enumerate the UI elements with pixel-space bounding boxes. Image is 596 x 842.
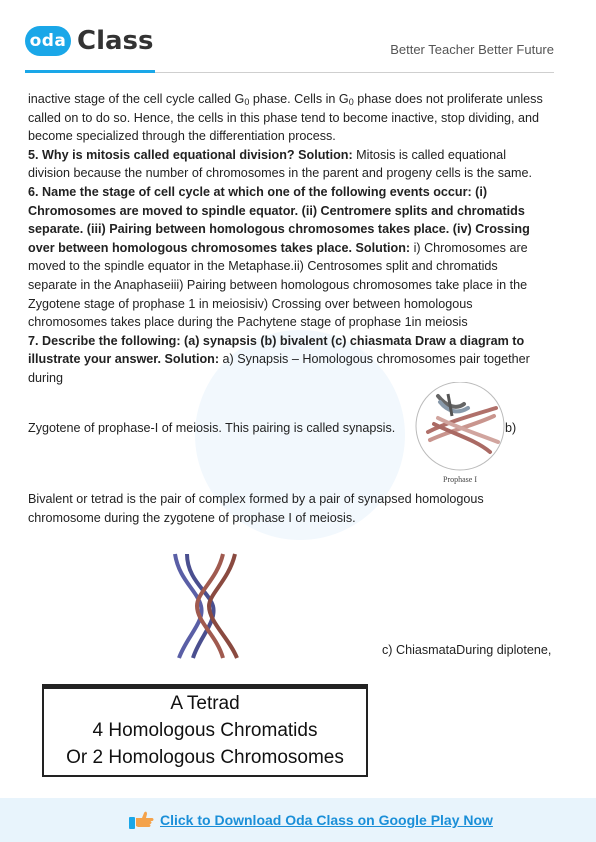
question-5 [28, 146, 548, 183]
question-5-heading: 5. Why is mitosis called equational division? Solution: [28, 147, 353, 162]
question-5-answer: Mitosis is called equational division because the number of chromosomes in the parent and progeny cells is the same. [28, 147, 533, 181]
bivalent-paragraph: Bivalent or tetrad is the pair of complex formed by a pair of synapsed homologous chromosome during the zygotene of prophase I of meiosis. [28, 492, 484, 525]
header-accent-bar [25, 70, 155, 73]
tagline: Better Teacher Better Future [390, 42, 554, 57]
chiasmata-text: c) ChiasmataDuring diplotene, [382, 643, 552, 657]
question-6-answer: i) Chromosomes are moved to the spindle equator in the Metaphase.ii) Centrosomes split and chromatids separate in the Anaphaseiii) Pairing between homologous chromosomes take place in the Zygotene stage of prophase 1 in meiosisiv) Crossing over between homologous chromosomes takes place during the Pachytene stage of prophase 1in meiosis [28, 240, 528, 330]
prophase-caption: Prophase I [443, 475, 477, 484]
tetrad-chromosomes: Or 2 Homologous Chromosomes [66, 747, 344, 768]
question-7-answer: a) Synapsis – Homologous chromosomes pair together during [28, 352, 530, 385]
document-body [28, 90, 548, 388]
page-header [0, 0, 596, 75]
question-6 [28, 183, 548, 332]
tetrad-label-box [42, 684, 368, 777]
question-6-heading: 6. Name the stage of cell cycle at which one of the following events occur: (i) Chromosomes are moved to spindle equator. (ii) Centromere splits and chromatids separate. (iii) Pairing between homologous chromosomes takes place. (iv) Crossing over between homologous chromosomes takes place. Solution: [28, 184, 530, 255]
prophase-diagram [398, 382, 516, 486]
zygotene-text: Zygotene of prophase-I of meiosis. This pairing is called synapsis. [28, 421, 396, 435]
download-banner [0, 798, 596, 842]
paragraph-g0-phase: inactive stage of the cell cycle called $G_0$ phase. Cells in $G_0$ phase does not proliferate unless called on to do so. Hence, the cells in this phase tend to become inactive, stop dividing, and become specialized through the differentiation process. [28, 92, 543, 144]
logo-badge: oda [25, 26, 71, 56]
logo-word: Class [77, 26, 154, 56]
oda-class-logo[interactable] [25, 26, 154, 56]
chiasma-diagram [157, 550, 253, 662]
pointing-hand-icon [128, 809, 154, 831]
question-7 [28, 332, 548, 388]
figure-b-label: b) [505, 421, 517, 435]
download-link[interactable]: Click to Download Oda Class on Google Play Now [160, 812, 493, 828]
question-7-heading: 7. Describe the following: (a) synapsis (b) bivalent (c) chiasmata Draw a diagram to illustrate your answer. Solution: [28, 333, 525, 367]
download-link-group[interactable] [128, 809, 493, 831]
tetrad-title: A Tetrad [170, 693, 240, 714]
tetrad-chromatids: 4 Homologous Chromatids [92, 720, 318, 741]
